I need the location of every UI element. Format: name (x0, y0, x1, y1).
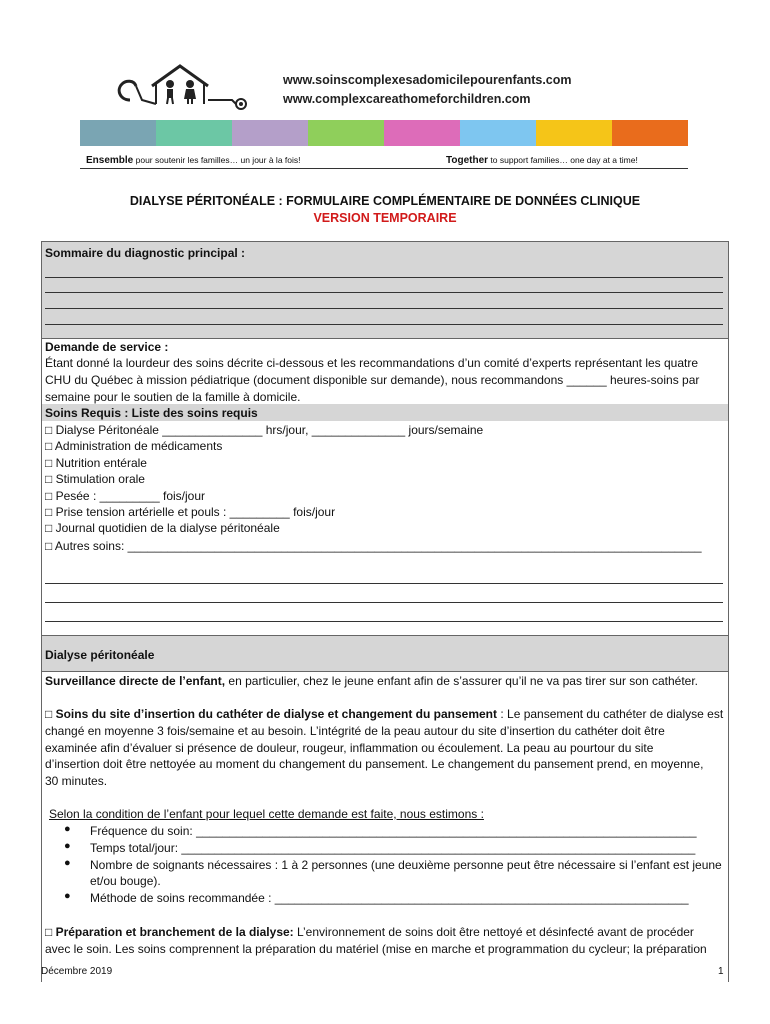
bullet-dot: ● (64, 823, 71, 835)
color-swatch (536, 120, 612, 146)
house-family-stethoscope-logo (112, 60, 262, 116)
checkbox-item[interactable]: □ Autres soins: ______________________________________________________________________________________ (45, 539, 702, 553)
form-title: DIALYSE PÉRITONÉALE : FORMULAIRE COMPLÉMENTAIRE DE DONNÉES CLINIQUE (129, 194, 641, 208)
checkbox-item[interactable]: □ Prise tension artérielle et pouls : _________ fois/jour (45, 505, 336, 519)
website-url-fr[interactable]: www.soinscomplexesadomicilepourenfants.com (283, 73, 572, 87)
estimate-field[interactable]: Fréquence du soin: ___________________________________________________________________________ (90, 824, 697, 838)
version-label: VERSION TEMPORAIRE (313, 211, 457, 225)
page-number: 1 (718, 966, 724, 977)
color-swatch (80, 120, 156, 146)
bullet-dot: ● (64, 890, 71, 902)
demande-line: semaine pour le soutien de la famille à domicile. (45, 390, 301, 404)
website-url-en[interactable]: www.complexcareathomeforchildren.com (283, 92, 531, 106)
prep-text: avec le soin. Les soins comprennent la préparation du matériel (mise en marche et programmation du cycleur; la préparation (45, 942, 707, 956)
color-swatch (232, 120, 308, 146)
dialyse-label: Dialyse péritonéale (45, 648, 155, 662)
color-swatch (384, 120, 460, 146)
site-care-text: changé en moyenne 3 fois/semaine et au besoin. L’intégrité de la peau autour du site d’insertion du cathéter doit être (45, 724, 665, 738)
answer-line[interactable] (45, 292, 723, 293)
color-swatch (460, 120, 536, 146)
color-band (80, 120, 688, 146)
soins-label: Soins Requis : Liste des soins requis (45, 406, 258, 420)
checkbox-item[interactable]: □ Dialyse Péritonéale _______________ hrs/jour, ______________ jours/semaine (45, 423, 484, 437)
color-swatch (156, 120, 232, 146)
demande-line: CHU du Québec à mission pédiatrique (document disponible sur demande), nous recommandons ______ heures-soins par (45, 373, 700, 387)
demande-line: Étant donné la lourdeur des soins décrite ci-dessous et les recommandations d’un comité d’experts représentant les quatre (45, 356, 699, 370)
estimate-field[interactable]: Méthode de soins recommandée : ______________________________________________________________ (90, 891, 689, 905)
answer-line[interactable] (45, 324, 723, 325)
tagline-en: Together to support families… one day at a time! (446, 155, 638, 166)
checkbox-item[interactable]: □ Stimulation orale (45, 472, 145, 486)
estimate-field: Nombre de soignants nécessaires : 1 à 2 personnes (une deuxième personne peut être nécessaire si l’enfant est jeune (90, 858, 722, 872)
answer-line[interactable] (45, 602, 723, 603)
bullet-dot: ● (64, 840, 71, 852)
site-care-text: 30 minutes. (45, 774, 108, 788)
estimate-heading: Selon la condition de l’enfant pour lequel cette demande est faite, nous estimons : (49, 807, 484, 821)
checkbox-item[interactable]: □ Nutrition entérale (45, 456, 147, 470)
checkbox-item[interactable]: □ Journal quotidien de la dialyse péritonéale (45, 521, 280, 535)
color-swatch (308, 120, 384, 146)
checkbox-item[interactable]: □ Administration de médicaments (45, 439, 223, 453)
answer-line[interactable] (45, 308, 723, 309)
answer-line[interactable] (45, 277, 723, 278)
answer-line[interactable] (45, 621, 723, 622)
color-swatch (612, 120, 688, 146)
site-care-text: examinée afin d’évaluer si présence de douleur, rougeur, inflammation ou écoulement. La peau au pourtour du site (45, 741, 654, 755)
site-care-text: d’insertion doit être nettoyée au moment du changement du pansement. Le changement du pansement prend, en moyenne, (45, 757, 704, 771)
prep-checkbox[interactable]: □ Préparation et branchement de la dialyse: L’environnement de soins doit être nettoyé et désinfecté avant de procéder (45, 925, 694, 939)
bullet-dot: ● (64, 857, 71, 869)
surveillance-text: Surveillance directe de l’enfant, en particulier, chez le jeune enfant afin de s’assurer qu’il ne va pas tirer sur son cathéter. (45, 674, 699, 688)
demande-label: Demande de service : (45, 340, 169, 354)
site-care-checkbox[interactable]: □ Soins du site d’insertion du cathéter de dialyse et changement du pansement : Le pansement du cathéter de dialyse est (45, 707, 724, 721)
estimate-field[interactable]: Temps total/jour: _____________________________________________________________________________ (90, 841, 696, 855)
tagline-fr: Ensemble pour soutenir les familles… un jour à la fois! (86, 155, 301, 166)
answer-line[interactable] (45, 583, 723, 584)
checkbox-item[interactable]: □ Pesée : _________ fois/jour (45, 489, 206, 503)
section-divider (41, 671, 729, 672)
header-divider (80, 168, 688, 169)
sommaire-label: Sommaire du diagnostic principal : (45, 246, 246, 260)
footer-date: Décembre 2019 (41, 966, 113, 977)
estimate-field: et/ou bouge). (90, 874, 161, 888)
